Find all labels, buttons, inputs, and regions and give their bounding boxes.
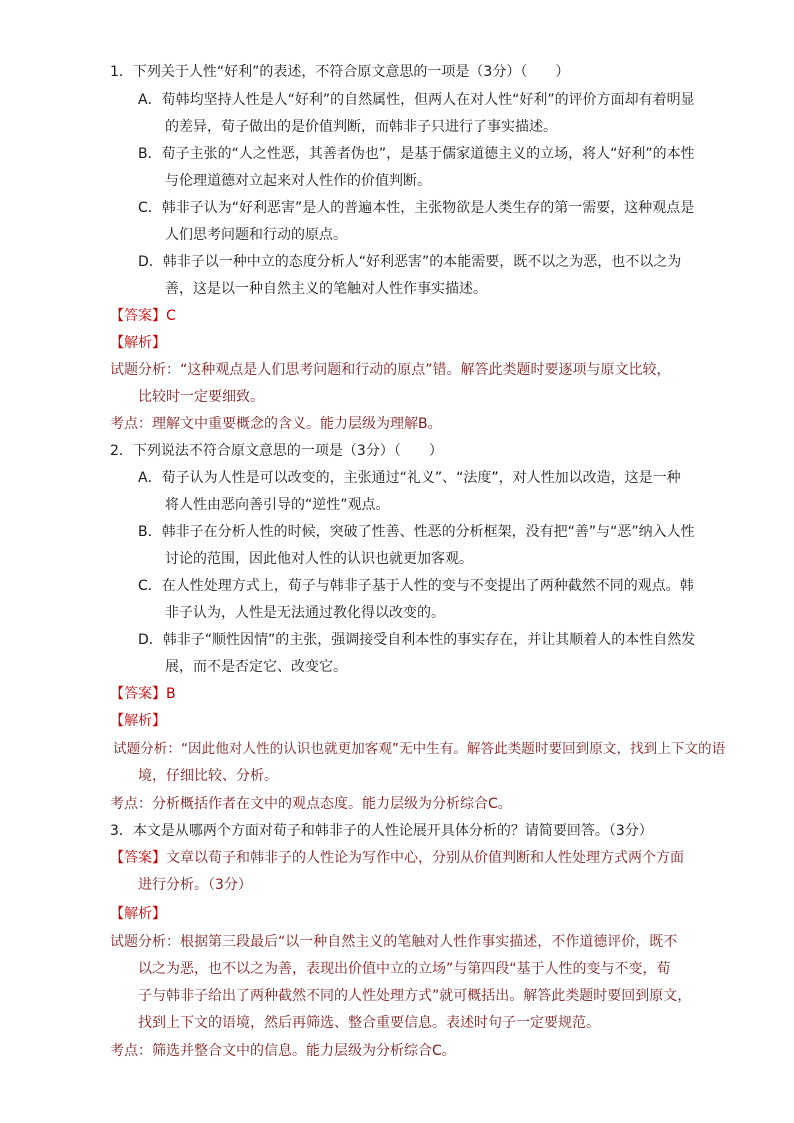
q1-option-c: C．韩非子认为“好利恶害”是人的普遍本性，主张物欲是人类生存的第一需要，这种观点是 <box>138 200 695 216</box>
q3-analysis-label: 【解析】 <box>110 906 166 922</box>
q1-option-c-cont: 人们思考问题和行动的原点。 <box>165 227 347 243</box>
q2-option-d-cont: 展，而不是否定它、改变它。 <box>165 659 347 675</box>
q2-option-c: C．在人性处理方式上，荀子与韩非子基于人性的变与不变提出了两种截然不同的观点。韩 <box>138 578 694 594</box>
q2-point: 考点：分析概括作者在文中的观点态度。能力层级为分析综合C。 <box>110 796 512 812</box>
answer-label: 【答案】 <box>110 308 166 324</box>
q2-option-a: A．荀子认为人性是可以改变的，主张通过“礼义”、“法度”，对人性加以改造，这是一种 <box>138 470 681 486</box>
answer-text: 文章以荀子和韩非子的人性论为写作中心，分别从价值判断和人性处理方式两个方面 <box>166 850 684 866</box>
q3-answer-cont: 进行分析。（3分） <box>138 877 252 893</box>
q1-analysis: 试题分析：“这种观点是人们思考问题和行动的原点”错。解答此类题时要逐项与原文比较， <box>110 362 671 378</box>
q2-option-b-cont: 讨论的范围，因此他对人性的认识也就更加客观。 <box>165 551 473 567</box>
q2-analysis-cont: 境，仔细比较、分析。 <box>138 768 278 784</box>
q3-analysis-cont-2: 子与韩非子给出了两种截然不同的人性处理方式”就可概括出。解答此类题时要回到原文， <box>138 988 692 1004</box>
q1-option-b-cont: 与伦理道德对立起来对人性作的价值判断。 <box>165 173 431 189</box>
q3-answer <box>110 848 684 868</box>
q1-option-a: A．荀韩均坚持人性是人“好利”的自然属性，但两人在对人性“好利”的评价方面却有着明显 <box>138 92 695 108</box>
q1-option-d-cont: 善，这是以一种自然主义的笔触对人性作事实描述。 <box>165 281 487 297</box>
answer-label: 【答案】 <box>110 686 166 702</box>
q3-analysis: 试题分析：根据第三段最后“以一种自然主义的笔触对人性作事实描述，不作道德评价，既不 <box>110 934 678 950</box>
answer-value: C <box>166 308 176 324</box>
q2-analysis: 试题分析：“因此他对人性的认识也就更加客观”无中生有。解答此类题时要回到原文，找到上下文的语 <box>113 741 726 757</box>
q1-option-a-cont: 的差异，荀子做出的是价值判断，而韩非子只进行了事实描述。 <box>165 119 557 135</box>
q1-analysis-label: 【解析】 <box>110 335 166 351</box>
answer-label: 【答案】 <box>110 850 166 866</box>
q2-stem: 2．下列说法不符合原文意思的一项是（3分）（ ） <box>110 443 443 459</box>
answer-value: B <box>166 686 176 702</box>
q2-option-c-cont: 非子认为，人性是无法通过教化得以改变的。 <box>165 605 445 621</box>
q1-option-d: D．韩非子以一种中立的态度分析人“好利恶害”的本能需要，既不以之为恶，也不以之为 <box>138 254 682 270</box>
q3-stem: 3．本文是从哪两个方面对荀子和韩非子的人性论展开具体分析的？请简要回答。（3分） <box>110 823 653 839</box>
q1-option-b: B．荀子主张的“人之性恶，其善者伪也”，是基于儒家道德主义的立场，将人“好利”的本性 <box>138 146 695 162</box>
q1-stem: 1．下列关于人性“好利”的表述，不符合原文意思的一项是（3分）（ ） <box>110 64 570 80</box>
q3-analysis-cont-1: 以之为恶，也不以之为善，表现出价值中立的立场”与第四段“基于人性的变与不变，荀 <box>138 961 671 977</box>
q3-analysis-cont-3: 找到上下文的语境，然后再筛选、整合重要信息。表述时句子一定要规范。 <box>138 1015 600 1031</box>
q2-option-b: B．韩非子在分析人性的时候，突破了性善、性恶的分析框架，没有把“善”与“恶”纳入人性 <box>138 524 695 540</box>
q3-point: 考点：筛选并整合文中的信息。能力层级为分析综合C。 <box>110 1043 456 1059</box>
q1-analysis-cont: 比较时一定要细致。 <box>138 389 264 405</box>
q2-answer <box>110 684 176 704</box>
q2-option-a-cont: 将人性由恶向善引导的“逆性”观点。 <box>165 497 390 513</box>
q2-analysis-label: 【解析】 <box>110 713 166 729</box>
q1-point: 考点：理解文中重要概念的含义。能力层级为理解B。 <box>110 416 442 432</box>
q1-answer <box>110 306 176 326</box>
q2-option-d: D．韩非子“顺性因情”的主张，强调接受自利本性的事实存在，并让其顺着人的本性自然发 <box>138 632 696 648</box>
